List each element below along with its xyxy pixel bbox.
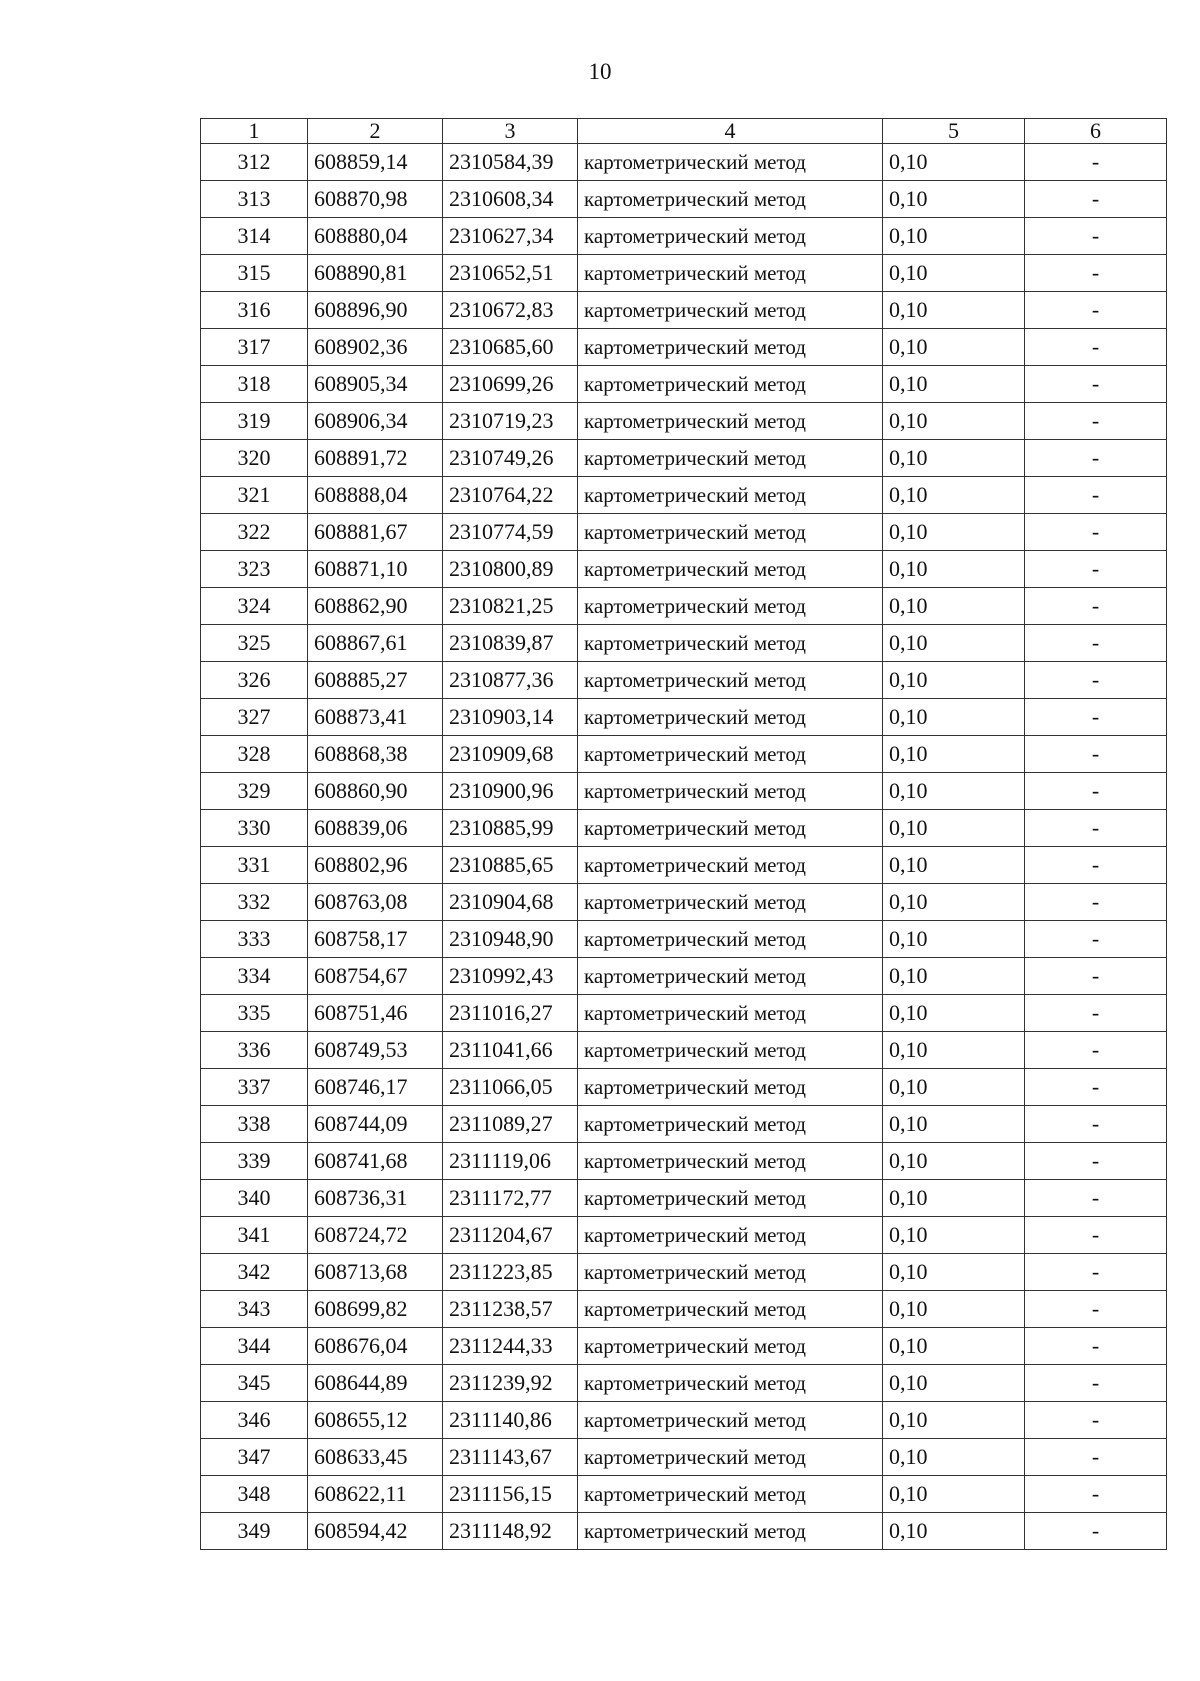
cell-method: картометрический метод (578, 1254, 883, 1291)
header-row (201, 119, 1167, 144)
cell-coord-y: 2310800,89 (443, 551, 578, 588)
header-col-5: 5 (883, 119, 1025, 144)
cell-accuracy: 0,10 (883, 1032, 1025, 1069)
cell-method: картометрический метод (578, 1069, 883, 1106)
cell-coord-x: 608622,11 (308, 1476, 443, 1513)
table-row (201, 1180, 1167, 1217)
cell-coord-y: 2310608,34 (443, 181, 578, 218)
cell-accuracy: 0,10 (883, 366, 1025, 403)
cell-accuracy: 0,10 (883, 1402, 1025, 1439)
cell-coord-y: 2310909,68 (443, 736, 578, 773)
cell-coord-x: 608896,90 (308, 292, 443, 329)
cell-note: - (1025, 292, 1167, 329)
cell-point-number: 314 (201, 218, 308, 255)
cell-coord-y: 2311244,33 (443, 1328, 578, 1365)
table-row (201, 366, 1167, 403)
cell-note: - (1025, 810, 1167, 847)
cell-coord-x: 608880,04 (308, 218, 443, 255)
cell-note: - (1025, 255, 1167, 292)
table-row (201, 1402, 1167, 1439)
cell-coord-x: 608802,96 (308, 847, 443, 884)
cell-note: - (1025, 1106, 1167, 1143)
cell-point-number: 325 (201, 625, 308, 662)
cell-point-number: 329 (201, 773, 308, 810)
table-row (201, 144, 1167, 181)
cell-point-number: 330 (201, 810, 308, 847)
cell-coord-y: 2311148,92 (443, 1513, 578, 1550)
table-body (201, 144, 1167, 1550)
cell-accuracy: 0,10 (883, 699, 1025, 736)
cell-method: картометрический метод (578, 403, 883, 440)
cell-accuracy: 0,10 (883, 218, 1025, 255)
cell-note: - (1025, 699, 1167, 736)
cell-method: картометрический метод (578, 736, 883, 773)
cell-point-number: 336 (201, 1032, 308, 1069)
cell-point-number: 315 (201, 255, 308, 292)
cell-method: картометрический метод (578, 773, 883, 810)
cell-note: - (1025, 995, 1167, 1032)
cell-point-number: 320 (201, 440, 308, 477)
cell-point-number: 344 (201, 1328, 308, 1365)
cell-point-number: 337 (201, 1069, 308, 1106)
header-col-3: 3 (443, 119, 578, 144)
cell-coord-x: 608860,90 (308, 773, 443, 810)
cell-note: - (1025, 329, 1167, 366)
cell-method: картометрический метод (578, 366, 883, 403)
table-row (201, 514, 1167, 551)
cell-coord-x: 608763,08 (308, 884, 443, 921)
cell-coord-x: 608839,06 (308, 810, 443, 847)
cell-coord-x: 608736,31 (308, 1180, 443, 1217)
cell-note: - (1025, 1069, 1167, 1106)
table-row (201, 477, 1167, 514)
cell-accuracy: 0,10 (883, 255, 1025, 292)
cell-coord-y: 2311066,05 (443, 1069, 578, 1106)
cell-coord-x: 608751,46 (308, 995, 443, 1032)
cell-note: - (1025, 1143, 1167, 1180)
cell-point-number: 316 (201, 292, 308, 329)
cell-point-number: 323 (201, 551, 308, 588)
cell-method: картометрический метод (578, 1365, 883, 1402)
table-row (201, 551, 1167, 588)
cell-point-number: 348 (201, 1476, 308, 1513)
page-number: 10 (588, 59, 612, 84)
cell-accuracy: 0,10 (883, 1513, 1025, 1550)
cell-point-number: 341 (201, 1217, 308, 1254)
cell-coord-x: 608594,42 (308, 1513, 443, 1550)
cell-coord-y: 2311143,67 (443, 1439, 578, 1476)
cell-accuracy: 0,10 (883, 1143, 1025, 1180)
cell-coord-y: 2310839,87 (443, 625, 578, 662)
cell-coord-x: 608870,98 (308, 181, 443, 218)
table-row (201, 292, 1167, 329)
cell-note: - (1025, 1513, 1167, 1550)
cell-coord-x: 608758,17 (308, 921, 443, 958)
table-row (201, 1217, 1167, 1254)
cell-point-number: 349 (201, 1513, 308, 1550)
table-row (201, 440, 1167, 477)
cell-note: - (1025, 181, 1167, 218)
cell-coord-x: 608644,89 (308, 1365, 443, 1402)
cell-note: - (1025, 662, 1167, 699)
cell-note: - (1025, 1217, 1167, 1254)
cell-coord-y: 2310903,14 (443, 699, 578, 736)
cell-coord-x: 608749,53 (308, 1032, 443, 1069)
cell-coord-y: 2310749,26 (443, 440, 578, 477)
cell-point-number: 312 (201, 144, 308, 181)
cell-coord-x: 608868,38 (308, 736, 443, 773)
cell-note: - (1025, 1365, 1167, 1402)
table-row (201, 625, 1167, 662)
cell-point-number: 322 (201, 514, 308, 551)
cell-coord-y: 2310584,39 (443, 144, 578, 181)
cell-coord-y: 2310948,90 (443, 921, 578, 958)
cell-note: - (1025, 1291, 1167, 1328)
cell-point-number: 346 (201, 1402, 308, 1439)
cell-method: картометрический метод (578, 662, 883, 699)
cell-method: картометрический метод (578, 958, 883, 995)
cell-coord-y: 2311156,15 (443, 1476, 578, 1513)
coordinates-table (200, 118, 1167, 1550)
cell-coord-y: 2311239,92 (443, 1365, 578, 1402)
cell-coord-x: 608754,67 (308, 958, 443, 995)
cell-coord-y: 2310904,68 (443, 884, 578, 921)
cell-coord-y: 2311089,27 (443, 1106, 578, 1143)
cell-coord-y: 2310627,34 (443, 218, 578, 255)
cell-accuracy: 0,10 (883, 329, 1025, 366)
table-row (201, 1439, 1167, 1476)
cell-method: картометрический метод (578, 1291, 883, 1328)
cell-accuracy: 0,10 (883, 995, 1025, 1032)
cell-coord-y: 2310900,96 (443, 773, 578, 810)
cell-method: картометрический метод (578, 921, 883, 958)
cell-method: картометрический метод (578, 218, 883, 255)
table-row (201, 218, 1167, 255)
cell-note: - (1025, 884, 1167, 921)
table-row (201, 329, 1167, 366)
table-row (201, 1143, 1167, 1180)
cell-accuracy: 0,10 (883, 1439, 1025, 1476)
cell-coord-x: 608891,72 (308, 440, 443, 477)
cell-coord-y: 2310685,60 (443, 329, 578, 366)
cell-method: картометрический метод (578, 1513, 883, 1550)
cell-point-number: 343 (201, 1291, 308, 1328)
cell-note: - (1025, 403, 1167, 440)
cell-method: картометрический метод (578, 440, 883, 477)
cell-note: - (1025, 1032, 1167, 1069)
table-row (201, 699, 1167, 736)
table-row (201, 662, 1167, 699)
cell-point-number: 334 (201, 958, 308, 995)
cell-coord-y: 2311204,67 (443, 1217, 578, 1254)
header-col-2: 2 (308, 119, 443, 144)
cell-accuracy: 0,10 (883, 625, 1025, 662)
cell-accuracy: 0,10 (883, 662, 1025, 699)
cell-point-number: 339 (201, 1143, 308, 1180)
cell-point-number: 324 (201, 588, 308, 625)
cell-coord-x: 608859,14 (308, 144, 443, 181)
cell-coord-x: 608871,10 (308, 551, 443, 588)
cell-method: картометрический метод (578, 181, 883, 218)
cell-accuracy: 0,10 (883, 921, 1025, 958)
cell-accuracy: 0,10 (883, 1328, 1025, 1365)
table-row (201, 1254, 1167, 1291)
cell-note: - (1025, 588, 1167, 625)
cell-method: картометрический метод (578, 1032, 883, 1069)
table-row (201, 810, 1167, 847)
cell-method: картометрический метод (578, 255, 883, 292)
cell-accuracy: 0,10 (883, 1069, 1025, 1106)
cell-accuracy: 0,10 (883, 1476, 1025, 1513)
cell-point-number: 327 (201, 699, 308, 736)
cell-note: - (1025, 366, 1167, 403)
cell-note: - (1025, 736, 1167, 773)
cell-accuracy: 0,10 (883, 144, 1025, 181)
cell-accuracy: 0,10 (883, 440, 1025, 477)
cell-method: картометрический метод (578, 588, 883, 625)
cell-coord-x: 608881,67 (308, 514, 443, 551)
cell-note: - (1025, 440, 1167, 477)
cell-note: - (1025, 144, 1167, 181)
cell-method: картометрический метод (578, 1328, 883, 1365)
cell-accuracy: 0,10 (883, 1180, 1025, 1217)
cell-method: картометрический метод (578, 699, 883, 736)
table-row (201, 736, 1167, 773)
cell-coord-x: 608655,12 (308, 1402, 443, 1439)
cell-coord-x: 608746,17 (308, 1069, 443, 1106)
cell-point-number: 313 (201, 181, 308, 218)
cell-coord-y: 2311119,06 (443, 1143, 578, 1180)
cell-point-number: 347 (201, 1439, 308, 1476)
cell-coord-x: 608744,09 (308, 1106, 443, 1143)
cell-coord-x: 608676,04 (308, 1328, 443, 1365)
table-row (201, 1365, 1167, 1402)
cell-point-number: 335 (201, 995, 308, 1032)
table-row (201, 1513, 1167, 1550)
cell-note: - (1025, 1328, 1167, 1365)
cell-coord-x: 608902,36 (308, 329, 443, 366)
header-col-6: 6 (1025, 119, 1167, 144)
cell-coord-x: 608699,82 (308, 1291, 443, 1328)
table-row (201, 255, 1167, 292)
cell-method: картометрический метод (578, 1143, 883, 1180)
table-row (201, 995, 1167, 1032)
table-row (201, 958, 1167, 995)
table-row (201, 1069, 1167, 1106)
table-header (201, 119, 1167, 144)
cell-coord-y: 2310992,43 (443, 958, 578, 995)
cell-coord-x: 608724,72 (308, 1217, 443, 1254)
cell-coord-x: 608867,61 (308, 625, 443, 662)
cell-note: - (1025, 1476, 1167, 1513)
cell-accuracy: 0,10 (883, 514, 1025, 551)
cell-coord-y: 2311223,85 (443, 1254, 578, 1291)
cell-coord-x: 608905,34 (308, 366, 443, 403)
table-row (201, 1476, 1167, 1513)
cell-coord-y: 2310821,25 (443, 588, 578, 625)
cell-coord-y: 2311140,86 (443, 1402, 578, 1439)
cell-coord-y: 2310672,83 (443, 292, 578, 329)
cell-point-number: 317 (201, 329, 308, 366)
table-row (201, 1328, 1167, 1365)
cell-method: картометрический метод (578, 1402, 883, 1439)
cell-coord-x: 608890,81 (308, 255, 443, 292)
cell-accuracy: 0,10 (883, 181, 1025, 218)
cell-point-number: 326 (201, 662, 308, 699)
cell-note: - (1025, 1254, 1167, 1291)
cell-method: картометрический метод (578, 1439, 883, 1476)
header-col-4: 4 (578, 119, 883, 144)
table-row (201, 773, 1167, 810)
cell-accuracy: 0,10 (883, 588, 1025, 625)
cell-note: - (1025, 1180, 1167, 1217)
cell-point-number: 340 (201, 1180, 308, 1217)
table-row (201, 921, 1167, 958)
cell-note: - (1025, 847, 1167, 884)
cell-accuracy: 0,10 (883, 403, 1025, 440)
cell-coord-y: 2311172,77 (443, 1180, 578, 1217)
cell-accuracy: 0,10 (883, 736, 1025, 773)
cell-point-number: 338 (201, 1106, 308, 1143)
cell-method: картометрический метод (578, 477, 883, 514)
cell-method: картометрический метод (578, 1476, 883, 1513)
cell-point-number: 332 (201, 884, 308, 921)
table-row (201, 1106, 1167, 1143)
table-row (201, 588, 1167, 625)
cell-note: - (1025, 514, 1167, 551)
cell-point-number: 331 (201, 847, 308, 884)
cell-method: картометрический метод (578, 625, 883, 662)
table-row (201, 1032, 1167, 1069)
cell-accuracy: 0,10 (883, 1254, 1025, 1291)
cell-method: картометрический метод (578, 1180, 883, 1217)
cell-coord-y: 2310877,36 (443, 662, 578, 699)
cell-point-number: 333 (201, 921, 308, 958)
cell-note: - (1025, 551, 1167, 588)
cell-coord-y: 2310652,51 (443, 255, 578, 292)
cell-method: картометрический метод (578, 292, 883, 329)
cell-accuracy: 0,10 (883, 847, 1025, 884)
cell-accuracy: 0,10 (883, 810, 1025, 847)
cell-method: картометрический метод (578, 551, 883, 588)
cell-coord-y: 2311016,27 (443, 995, 578, 1032)
cell-method: картометрический метод (578, 1106, 883, 1143)
cell-accuracy: 0,10 (883, 1217, 1025, 1254)
cell-coord-y: 2310699,26 (443, 366, 578, 403)
cell-coord-y: 2310719,23 (443, 403, 578, 440)
cell-note: - (1025, 958, 1167, 995)
cell-point-number: 328 (201, 736, 308, 773)
cell-point-number: 318 (201, 366, 308, 403)
cell-accuracy: 0,10 (883, 551, 1025, 588)
table-row (201, 847, 1167, 884)
cell-coord-x: 608633,45 (308, 1439, 443, 1476)
cell-note: - (1025, 773, 1167, 810)
cell-method: картометрический метод (578, 1217, 883, 1254)
cell-coord-x: 608888,04 (308, 477, 443, 514)
cell-point-number: 345 (201, 1365, 308, 1402)
cell-coord-x: 608873,41 (308, 699, 443, 736)
cell-point-number: 319 (201, 403, 308, 440)
cell-accuracy: 0,10 (883, 958, 1025, 995)
table-row (201, 884, 1167, 921)
cell-accuracy: 0,10 (883, 1106, 1025, 1143)
cell-point-number: 342 (201, 1254, 308, 1291)
cell-coord-y: 2310885,65 (443, 847, 578, 884)
cell-coord-y: 2310764,22 (443, 477, 578, 514)
cell-note: - (1025, 218, 1167, 255)
cell-coord-x: 608906,34 (308, 403, 443, 440)
cell-coord-y: 2310774,59 (443, 514, 578, 551)
cell-method: картометрический метод (578, 329, 883, 366)
cell-coord-x: 608741,68 (308, 1143, 443, 1180)
cell-coord-x: 608862,90 (308, 588, 443, 625)
cell-accuracy: 0,10 (883, 1291, 1025, 1328)
table-row (201, 1291, 1167, 1328)
table-row (201, 403, 1167, 440)
cell-accuracy: 0,10 (883, 884, 1025, 921)
cell-coord-y: 2311238,57 (443, 1291, 578, 1328)
cell-note: - (1025, 477, 1167, 514)
cell-note: - (1025, 1439, 1167, 1476)
cell-accuracy: 0,10 (883, 477, 1025, 514)
cell-method: картометрический метод (578, 810, 883, 847)
table-row (201, 181, 1167, 218)
cell-note: - (1025, 921, 1167, 958)
cell-accuracy: 0,10 (883, 292, 1025, 329)
cell-method: картометрический метод (578, 847, 883, 884)
cell-note: - (1025, 1402, 1167, 1439)
cell-accuracy: 0,10 (883, 773, 1025, 810)
cell-method: картометрический метод (578, 514, 883, 551)
header-col-1: 1 (201, 119, 308, 144)
cell-coord-y: 2310885,99 (443, 810, 578, 847)
cell-method: картометрический метод (578, 144, 883, 181)
cell-point-number: 321 (201, 477, 308, 514)
cell-coord-x: 608713,68 (308, 1254, 443, 1291)
cell-coord-y: 2311041,66 (443, 1032, 578, 1069)
cell-accuracy: 0,10 (883, 1365, 1025, 1402)
cell-method: картометрический метод (578, 995, 883, 1032)
cell-note: - (1025, 625, 1167, 662)
cell-method: картометрический метод (578, 884, 883, 921)
cell-coord-x: 608885,27 (308, 662, 443, 699)
